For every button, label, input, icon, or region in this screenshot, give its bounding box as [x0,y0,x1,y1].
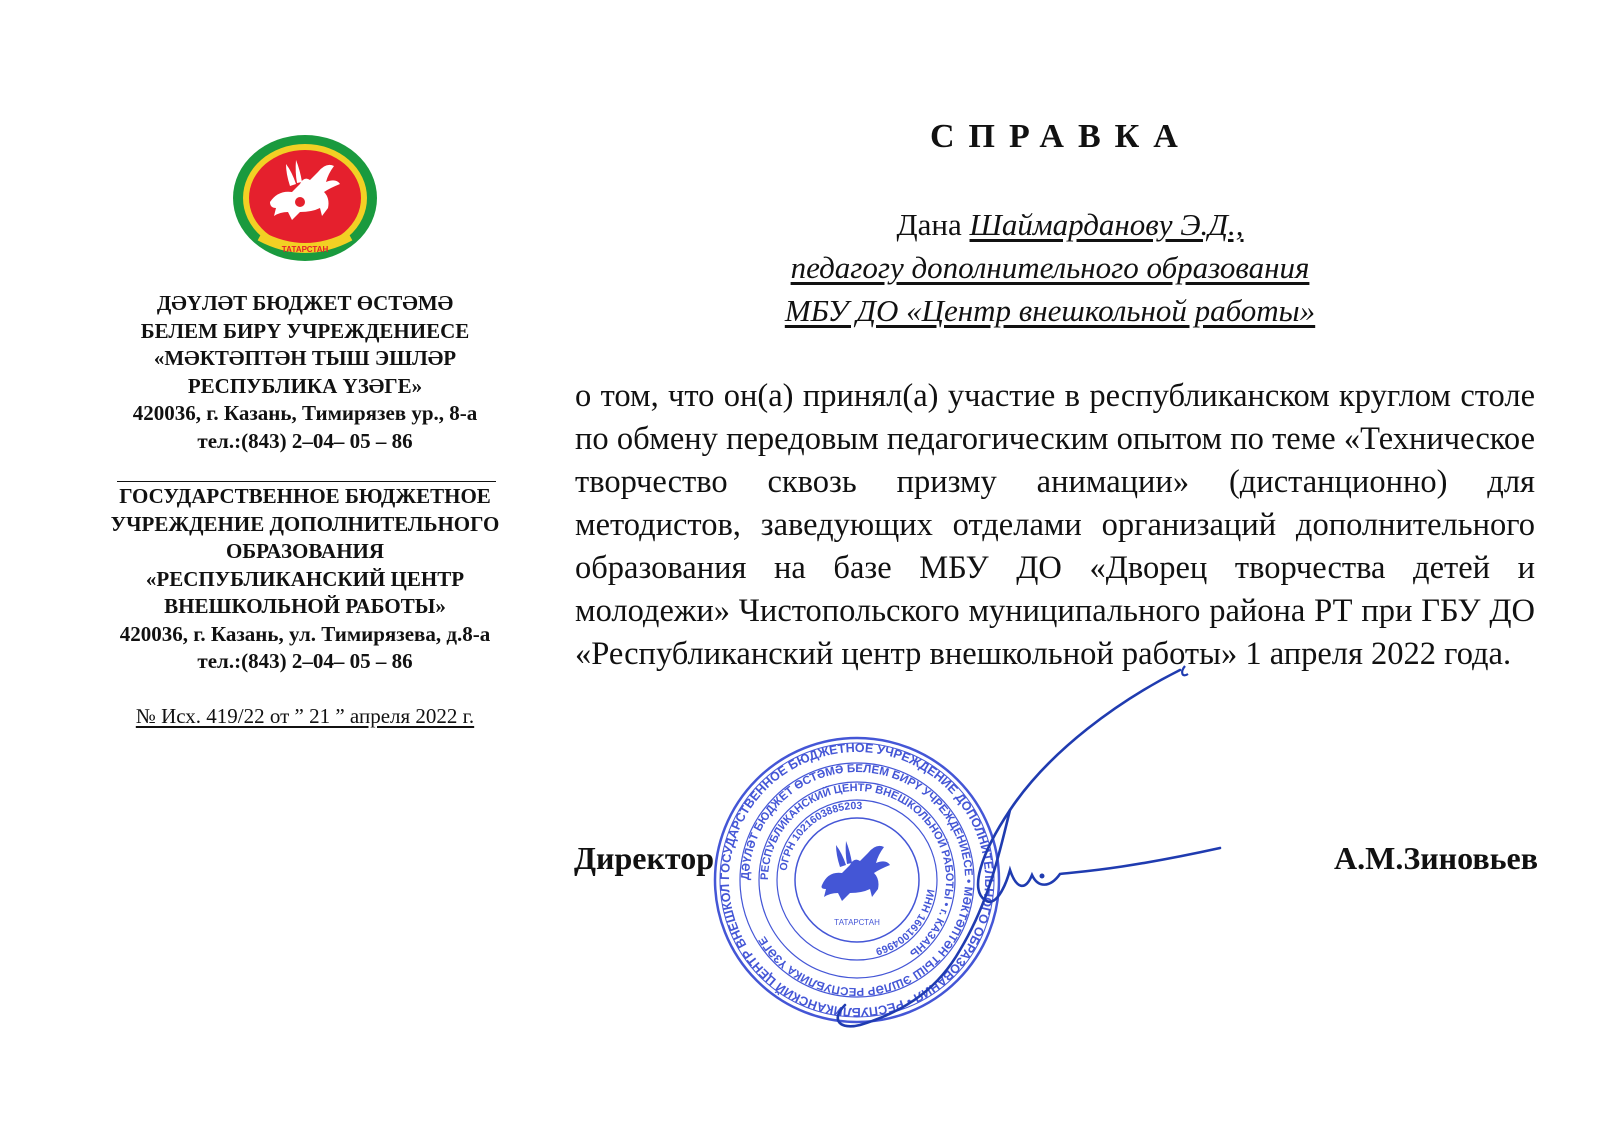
recipient-org-line [700,290,1400,332]
outgoing-reference: № Исх. 419/22 от ” 21 ” апреля 2022 г. [135,704,475,728]
russian-org-line1: ГОСУДАРСТВЕННОЕ БЮДЖЕТНОЕ [119,484,491,508]
recipient-position-line [700,247,1400,289]
given-prefix: Дана [896,207,962,242]
tatar-org-line3: «МӘКТӘПТӘН ТЫШ ЭШЛӘР [153,346,457,370]
svg-text:ОГРН 1021603885203 [778,800,863,872]
tatar-org-line2: БЕЛЕМ БИРҮ УЧРЕЖДЕНИЕСЕ [140,318,470,343]
official-stamp [712,735,1002,1025]
recipient-position: педагогу дополнительного образования [790,250,1310,285]
letterhead-divider [117,481,496,482]
tatarstan-emblem [230,132,380,264]
tatar-org-address: 420036, г. Казань, Тимирязев ур., 8-а [132,401,478,425]
recipient-name: Шаймарданову Э.Д., [969,207,1244,242]
stamp-outer-ring-text: ГОСУДАРСТВЕННОЕ БЮДЖЕТНОЕ УЧРЕЖДЕНИЕ ДОПОЛНИТЕЛЬНОГО ОБРАЗОВАНИЯ • РЕСПУБЛИКАНСКИЙ ЦЕНТР ВНЕШКОЛ [717,740,997,1020]
tatar-org-line1: ДӘҮЛӘТ БЮДЖЕТ ӨСТӘМӘ [156,291,454,315]
emblem-caption: ТАТАРСТАН [281,245,329,254]
signatory-title: Директор [574,840,714,876]
stamp-ogrn: ОГРН 1021603885203 [777,799,863,872]
svg-text:ДӘҮЛӘТ БЮДЖЕТ ӨСТӘМӘ БЕЛЕМ БИР [740,763,974,997]
russian-org-address: 420036, г. Казань, ул. Тимирязева, д.8-а [119,621,491,646]
russian-org-phone: тел.:(843) 2–04– 05 – 86 [197,649,413,673]
stamp-inn: ИНН 1661004969 [874,888,937,958]
russian-org-line4: «РЕСПУБЛИКАНСКИЙ ЦЕНТР [145,566,465,591]
russian-org-block [75,483,535,676]
stamp-second-ring-text: ДӘҮЛӘТ БЮДЖЕТ ӨСТӘМӘ БЕЛЕМ БИРҮ УЧРЕЖДЕНИЕСЕ • МӘКТӘПТӘН ТЫШ ЭШЛӘР РЕСПУБЛИКА ҮЗӘГЕ [739,762,975,998]
document-title: СПРАВКА [930,118,1192,155]
tatar-org-block [75,290,535,455]
tatar-org-line4: РЕСПУБЛИКА ҮЗӘГЕ» [187,373,423,398]
russian-org-line3: ОБРАЗОВАНИЯ [225,539,385,563]
svg-text:РЕСПУБЛИКАНСКИЙ ЦЕНТР ВНЕШКОЛЬ [759,782,955,959]
tatar-org-phone: тел.:(843) 2–04– 05 – 86 [197,428,413,453]
certificate-body: о том, что он(а) принял(а) участие в республиканском круглом столе по обмену передовым педагогическим опытом по теме «Техническое творчество сквозь призму анимации» (дистанционно) для методистов, заведующих отделами организаций дополнительного образования на базе МБУ ДО «Дворец творчества детей и молодежи» Чистопольского муниципального района РТ при ГБУ ДО «Республиканский центр внешкольной работы» 1 апреля 2022 года. [575,378,1535,672]
stamp-third-ring-text: РЕСПУБЛИКАНСКИЙ ЦЕНТР ВНЕШКОЛЬНОЙ РАБОТЫ • г. КАЗАНЬ [758,781,956,960]
recipient-line [820,204,1320,246]
signatory-name: А.М.Зиновьев [1334,840,1538,876]
stamp-center-caption: ТАТАРСТАН [834,918,880,927]
director-signature [820,660,1240,1040]
recipient-org: МБУ ДО «Центр внешкольной работы» [784,293,1316,328]
russian-org-line5: ВНЕШКОЛЬНОЙ РАБОТЫ» [164,594,446,618]
svg-text:ГОСУДАРСТВЕННОЕ БЮДЖЕТНОЕ УЧРЕ [712,735,996,1019]
russian-org-line2: УЧРЕЖДЕНИЕ ДОПОЛНИТЕЛЬНОГО [110,511,500,536]
svg-text:ИНН 1661004969 [874,888,936,957]
stamp-emblem [822,841,891,901]
